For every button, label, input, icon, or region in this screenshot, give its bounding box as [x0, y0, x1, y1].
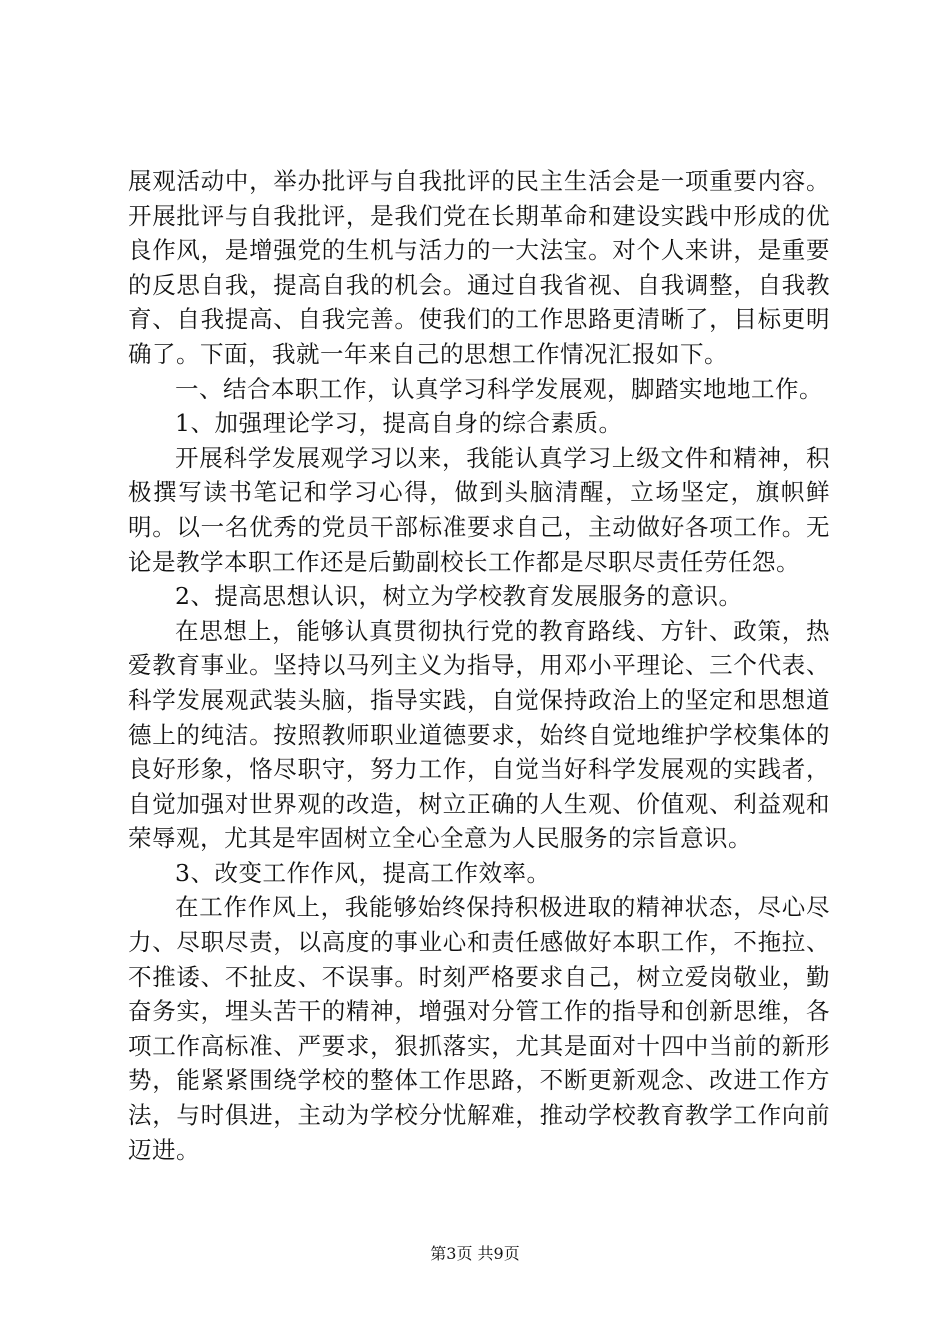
heading-section-one: 一、结合本职工作，认真学习科学发展观，脚踏实地地工作。 — [175, 374, 823, 403]
subheading-item-2: 2、提高思想认识，树立为学校教育发展服务的意识。 — [175, 582, 743, 611]
page-number-footer: 第3页 共9页 — [430, 1244, 520, 1263]
paragraph-intro: 展观活动中，举办批评与自我批评的民主生活会是一项重要内容。开展批评与自我批评，是我们党在长期革命和建设实践中形成的优良作风，是增强党的生机与活力的一大法宝。对个人来讲，是重要的反思自我，提高自我的机会。通过自我省视、自我调整，自我教育、自我提高、自我完善。使我们的工作思路更清晰了，目标更明确了。下面，我就一年来自己的思想工作情况汇报如下。 — [128, 167, 830, 368]
paragraph-item-3-body: 在工作作风上，我能够始终保持积极进取的精神状态，尽心尽力、尽职尽责，以高度的事业心和责任感做好本职工作，不拖拉、不推诿、不扯皮、不误事。时刻严格要求自己，树立爱岗敬业，勤奋务实，埋头苦干的精神，增强对分管工作的指导和创新思维，各项工作高标准、严要求，狠抓落实，尤其是面对十四中当前的新形势，能紧紧围绕学校的整体工作思路，不断更新观念、改进工作方法，与时俱进，主动为学校分忧解难，推动学校教育教学工作向前迈进。 — [128, 893, 830, 1164]
subheading-item-3: 3、改变工作作风，提高工作效率。 — [175, 858, 551, 887]
document-body — [128, 164, 830, 1167]
paragraph-item-1-body: 开展科学发展观学习以来，我能认真学习上级文件和精神，积极撰写读书笔记和学习心得，做到头脑清醒，立场坚定，旗帜鲜明。以一名优秀的党员干部标准要求自己，主动做好各项工作。无论是教学本职工作还是后勤副校长工作都是尽职尽责任劳任怨。 — [128, 443, 830, 576]
subheading-item-1: 1、加强理论学习，提高自身的综合素质。 — [175, 409, 623, 438]
paragraph-item-2-body: 在思想上，能够认真贯彻执行党的教育路线、方针、政策，热爱教育事业。坚持以马列主义为指导，用邓小平理论、三个代表、科学发展观武装头脑，指导实践，自觉保持政治上的坚定和思想道德上的纯洁。按照教师职业道德要求，始终自觉地维护学校集体的良好形象，恪尽职守，努力工作，自觉当好科学发展观的实践者，自觉加强对世界观的改造，树立正确的人生观、价值观、利益观和荣辱观，尤其是牢固树立全心全意为人民服务的宗旨意识。 — [128, 616, 830, 853]
